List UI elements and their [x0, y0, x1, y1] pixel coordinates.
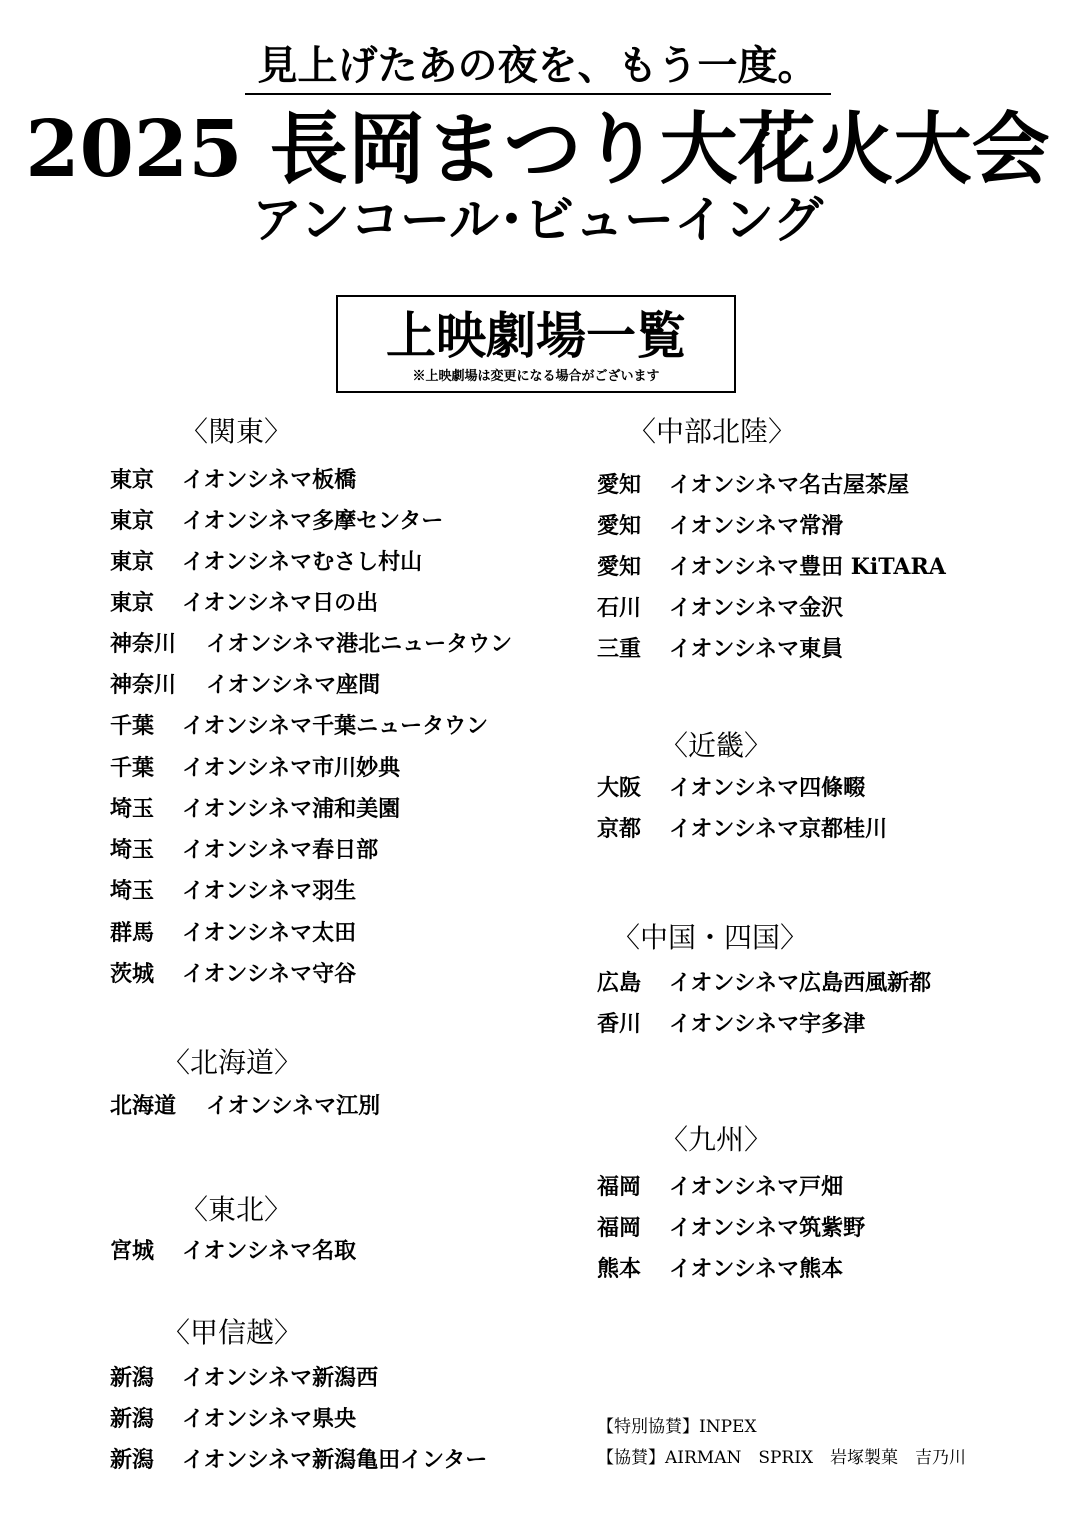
theater-prefecture: 石川: [597, 595, 642, 621]
theater-name: イオンシネマ常滑: [669, 513, 844, 539]
special-sponsor: 【特別協賛】INPEX: [597, 1417, 757, 1437]
theater-row: [110, 836, 378, 864]
theater-name: イオンシネマ座間: [206, 672, 381, 698]
theater-row: [110, 671, 380, 699]
theater-prefecture: 千葉: [110, 755, 155, 781]
theater-name: イオンシネマ筑紫野: [669, 1215, 866, 1241]
theater-prefecture: 新潟: [110, 1447, 155, 1473]
main-title: 2025 長岡まつり大花火大会: [25, 104, 1050, 195]
theater-name: イオンシネマ新潟西: [182, 1365, 379, 1391]
theater-row: [110, 919, 356, 947]
tagline-underline: [245, 93, 831, 95]
theater-prefecture: 広島: [597, 970, 642, 996]
theater-row: [110, 1446, 487, 1474]
theater-prefecture: 愛知: [597, 472, 642, 498]
theater-prefecture: 埼玉: [110, 796, 155, 822]
theater-row: [110, 960, 356, 988]
theater-name: イオンシネマ千葉ニュータウン: [182, 713, 489, 739]
theater-name: イオンシネマ広島西風新都: [669, 970, 932, 996]
sponsors-list: 【協賛】AIRMAN SPRIX 岩塚製菓 吉乃川: [597, 1448, 967, 1468]
theater-prefecture: 千葉: [110, 713, 155, 739]
theater-row: [597, 1173, 843, 1201]
theater-prefecture: 香川: [597, 1011, 642, 1037]
theater-prefecture: 埼玉: [110, 878, 155, 904]
theater-name: イオンシネマ市川妙典: [182, 755, 401, 781]
theater-prefecture: 愛知: [597, 513, 642, 539]
region-heading-kanto: 〈関東〉: [180, 415, 293, 448]
region-heading-kyushu: 〈九州〉: [660, 1123, 773, 1156]
theater-name: イオンシネマ日の出: [182, 590, 379, 616]
theater-row: [110, 754, 400, 782]
theater-name: イオンシネマ豊田 KiTARA: [669, 554, 946, 580]
theater-prefecture: 宮城: [110, 1238, 155, 1264]
region-heading-tohoku: 〈東北〉: [180, 1193, 293, 1226]
theater-name: イオンシネマ春日部: [182, 837, 379, 863]
theater-prefecture: 三重: [597, 636, 642, 662]
theater-row: [597, 594, 843, 622]
theater-prefecture: 熊本: [597, 1256, 642, 1282]
theater-name: イオンシネマ戸畑: [669, 1174, 844, 1200]
theater-name: イオンシネマ港北ニュータウン: [206, 631, 513, 657]
theater-row: [110, 877, 356, 905]
theater-name: イオンシネマむさし村山: [182, 549, 423, 575]
theater-name: イオンシネマ京都桂川: [669, 816, 888, 842]
theater-prefecture: 東京: [110, 590, 155, 616]
region-heading-chugoku-shikoku: 〈中国・四国〉: [612, 921, 809, 954]
theater-name: イオンシネマ浦和美園: [182, 796, 401, 822]
theater-row: [597, 774, 865, 802]
theater-row: [597, 553, 946, 581]
theater-row: [110, 548, 422, 576]
region-heading-kinki: 〈近畿〉: [660, 729, 773, 762]
region-heading-chubu-hokuriku: 〈中部北陸〉: [628, 415, 797, 448]
region-heading-hokkaido: 〈北海道〉: [162, 1046, 303, 1079]
theater-name: イオンシネマ熊本: [669, 1256, 844, 1282]
theater-prefecture: 新潟: [110, 1365, 155, 1391]
region-heading-koshinetsu: 〈甲信越〉: [162, 1316, 303, 1349]
theater-name: イオンシネマ名古屋茶屋: [669, 472, 910, 498]
theater-row: [110, 630, 512, 658]
theater-prefecture: 神奈川: [110, 672, 177, 698]
theater-row: [597, 635, 843, 663]
theater-name: イオンシネマ守谷: [182, 961, 357, 987]
tagline: 見上げたあの夜を、もう一度。: [257, 42, 818, 89]
theater-name: イオンシネマ太田: [182, 920, 357, 946]
theater-name: イオンシネマ名取: [182, 1238, 357, 1264]
theater-row: [597, 512, 843, 540]
theater-row: [597, 815, 887, 843]
theater-prefecture: 福岡: [597, 1215, 642, 1241]
theater-row: [110, 1405, 356, 1433]
theater-name: イオンシネマ四條畷: [669, 775, 866, 801]
theater-prefecture: 東京: [110, 467, 155, 493]
theater-prefecture: 東京: [110, 549, 155, 575]
theater-row: [110, 795, 400, 823]
theater-prefecture: 大阪: [597, 775, 642, 801]
theater-name: イオンシネマ金沢: [669, 595, 844, 621]
theater-row: [597, 1214, 865, 1242]
theater-list-note: ※上映劇場は変更になる場合がございます: [412, 369, 660, 384]
theater-row: [110, 589, 378, 617]
theater-row: [110, 507, 443, 535]
theater-prefecture: 愛知: [597, 554, 642, 580]
theater-name: イオンシネマ県央: [182, 1406, 357, 1432]
theater-name: イオンシネマ新潟亀田インター: [182, 1447, 488, 1473]
theater-prefecture: 神奈川: [110, 631, 177, 657]
theater-name: イオンシネマ羽生: [182, 878, 357, 904]
theater-prefecture: 福岡: [597, 1174, 642, 1200]
theater-row: [110, 466, 356, 494]
theater-row: [110, 1364, 378, 1392]
theater-prefecture: 京都: [597, 816, 642, 842]
theater-row: [110, 1237, 356, 1265]
theater-prefecture: 埼玉: [110, 837, 155, 863]
subtitle: アンコール･ビューイング: [252, 190, 823, 249]
theater-prefecture: 群馬: [110, 920, 155, 946]
theater-list-title: 上映劇場一覧: [386, 306, 686, 365]
theater-prefecture: 東京: [110, 508, 155, 534]
theater-row: [110, 1092, 380, 1120]
theater-row: [597, 1255, 843, 1283]
theater-prefecture: 茨城: [110, 961, 155, 987]
theater-name: イオンシネマ東員: [669, 636, 844, 662]
theater-prefecture: 新潟: [110, 1406, 155, 1432]
theater-row: [597, 1010, 865, 1038]
theater-name: イオンシネマ宇多津: [669, 1011, 866, 1037]
theater-row: [597, 471, 909, 499]
theater-name: イオンシネマ多摩センター: [182, 508, 444, 534]
theater-row: [110, 712, 488, 740]
theater-name: イオンシネマ江別: [206, 1093, 381, 1119]
theater-prefecture: 北海道: [110, 1093, 177, 1119]
theater-row: [597, 969, 931, 997]
theater-name: イオンシネマ板橋: [182, 467, 357, 493]
